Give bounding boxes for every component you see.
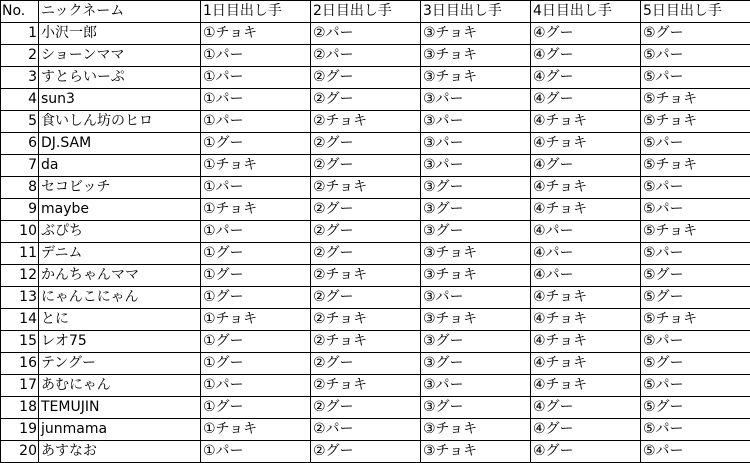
row-number-cell[interactable]: 20 <box>1 441 39 463</box>
nickname-cell[interactable]: にゃんこにゃん <box>39 287 201 309</box>
day-3-hand-cell[interactable]: ③パー <box>421 133 531 155</box>
nickname-cell[interactable]: レオ75 <box>39 331 201 353</box>
day-4-hand-cell[interactable]: ④チョキ <box>531 309 641 331</box>
day-5-hand-cell[interactable]: ⑤チョキ <box>641 309 750 331</box>
nickname-cell[interactable]: セコビッチ <box>39 177 201 199</box>
day-5-hand-cell[interactable]: ⑤パー <box>641 45 750 67</box>
day-4-hand-cell[interactable]: ④チョキ <box>531 287 641 309</box>
table-row <box>1 199 750 221</box>
nickname-cell[interactable]: とに <box>39 309 201 331</box>
row-number-cell[interactable]: 7 <box>1 155 39 177</box>
day-5-hand-cell[interactable]: ⑤グー <box>641 23 750 45</box>
nickname-cell[interactable]: テングー <box>39 353 201 375</box>
day-2-hand-cell[interactable]: ②チョキ <box>311 111 421 133</box>
day-1-hand-cell[interactable]: ①グー <box>201 133 311 155</box>
day-2-hand-cell[interactable]: ②グー <box>311 89 421 111</box>
nickname-cell[interactable]: すとらいーぷ <box>39 67 201 89</box>
header-row <box>1 1 750 23</box>
day-2-hand-cell[interactable]: ②グー <box>311 155 421 177</box>
day-1-hand-cell[interactable]: ①パー <box>201 441 311 463</box>
day-1-hand-cell[interactable]: ①グー <box>201 353 311 375</box>
nickname-cell[interactable]: 小沢一郎 <box>39 23 201 45</box>
row-number-cell[interactable]: 17 <box>1 375 39 397</box>
row-number-cell[interactable]: 2 <box>1 45 39 67</box>
header-day-3[interactable]: 3日目出し手 <box>421 1 531 23</box>
day-3-hand-cell[interactable]: ③パー <box>421 287 531 309</box>
day-2-hand-cell[interactable]: ②チョキ <box>311 309 421 331</box>
day-2-hand-cell[interactable]: ②チョキ <box>311 331 421 353</box>
nickname-cell[interactable]: 食いしん坊のヒロ <box>39 111 201 133</box>
table-row <box>1 177 750 199</box>
row-number-cell[interactable]: 11 <box>1 243 39 265</box>
day-3-hand-cell[interactable]: ③グー <box>421 331 531 353</box>
day-5-hand-cell[interactable]: ⑤グー <box>641 265 750 287</box>
day-5-hand-cell[interactable]: ⑤グー <box>641 353 750 375</box>
day-3-hand-cell[interactable]: ③チョキ <box>421 243 531 265</box>
day-3-hand-cell[interactable]: ③パー <box>421 155 531 177</box>
day-5-hand-cell[interactable]: ⑤チョキ <box>641 111 750 133</box>
nickname-cell[interactable]: ショーンママ <box>39 45 201 67</box>
day-1-hand-cell[interactable]: ①チョキ <box>201 419 311 441</box>
row-number-cell[interactable]: 4 <box>1 89 39 111</box>
day-1-hand-cell[interactable]: ①パー <box>201 221 311 243</box>
nickname-cell[interactable]: sun3 <box>39 89 201 111</box>
day-1-hand-cell[interactable]: ①チョキ <box>201 199 311 221</box>
day-2-hand-cell[interactable]: ②パー <box>311 419 421 441</box>
day-3-hand-cell[interactable]: ③グー <box>421 177 531 199</box>
day-4-hand-cell[interactable]: ④グー <box>531 89 641 111</box>
day-3-hand-cell[interactable]: ③パー <box>421 89 531 111</box>
day-3-hand-cell[interactable]: ③チョキ <box>421 67 531 89</box>
row-number-cell[interactable]: 6 <box>1 133 39 155</box>
day-3-hand-cell[interactable]: ③パー <box>421 375 531 397</box>
header-nickname[interactable]: ニックネーム <box>39 1 201 23</box>
table-row <box>1 67 750 89</box>
day-1-hand-cell[interactable]: ①グー <box>201 287 311 309</box>
day-3-hand-cell[interactable]: ③グー <box>421 353 531 375</box>
day-5-hand-cell[interactable]: ⑤グー <box>641 287 750 309</box>
day-4-hand-cell[interactable]: ④グー <box>531 67 641 89</box>
day-3-hand-cell[interactable]: ③チョキ <box>421 441 531 463</box>
row-number-cell[interactable]: 18 <box>1 397 39 419</box>
day-1-hand-cell[interactable]: ①グー <box>201 331 311 353</box>
day-1-hand-cell[interactable]: ①パー <box>201 89 311 111</box>
row-number-cell[interactable]: 19 <box>1 419 39 441</box>
day-4-hand-cell[interactable]: ④グー <box>531 419 641 441</box>
day-4-hand-cell[interactable]: ④チョキ <box>531 353 641 375</box>
day-4-hand-cell[interactable]: ④グー <box>531 397 641 419</box>
day-2-hand-cell[interactable]: ②パー <box>311 45 421 67</box>
nickname-cell[interactable]: あすなお <box>39 441 201 463</box>
day-5-hand-cell[interactable]: ⑤パー <box>641 133 750 155</box>
day-5-hand-cell[interactable]: ⑤グー <box>641 397 750 419</box>
table-row <box>1 287 750 309</box>
day-5-hand-cell[interactable]: ⑤パー <box>641 331 750 353</box>
day-5-hand-cell[interactable]: ⑤パー <box>641 441 750 463</box>
day-2-hand-cell[interactable]: ②グー <box>311 441 421 463</box>
header-day-2[interactable]: 2日目出し手 <box>311 1 421 23</box>
day-4-hand-cell[interactable]: ④チョキ <box>531 331 641 353</box>
day-5-hand-cell[interactable]: ⑤チョキ <box>641 89 750 111</box>
day-1-hand-cell[interactable]: ①チョキ <box>201 309 311 331</box>
day-4-hand-cell[interactable]: ④チョキ <box>531 375 641 397</box>
table-row <box>1 397 750 419</box>
table-row <box>1 375 750 397</box>
table-row <box>1 331 750 353</box>
table-row <box>1 111 750 133</box>
day-2-hand-cell[interactable]: ②グー <box>311 67 421 89</box>
day-4-hand-cell[interactable]: ④チョキ <box>531 199 641 221</box>
day-1-hand-cell[interactable]: ①グー <box>201 397 311 419</box>
table-row <box>1 23 750 45</box>
day-5-hand-cell[interactable]: ⑤パー <box>641 419 750 441</box>
day-2-hand-cell[interactable]: ②チョキ <box>311 265 421 287</box>
day-2-hand-cell[interactable]: ②グー <box>311 397 421 419</box>
day-3-hand-cell[interactable]: ③チョキ <box>421 419 531 441</box>
day-4-hand-cell[interactable]: ④グー <box>531 441 641 463</box>
row-number-cell[interactable]: 1 <box>1 23 39 45</box>
day-1-hand-cell[interactable]: ①パー <box>201 177 311 199</box>
table-row <box>1 221 750 243</box>
day-2-hand-cell[interactable]: ②グー <box>311 221 421 243</box>
table-row <box>1 309 750 331</box>
day-2-hand-cell[interactable]: ②チョキ <box>311 375 421 397</box>
day-3-hand-cell[interactable]: ③チョキ <box>421 265 531 287</box>
table-body <box>1 23 750 463</box>
row-number-cell[interactable]: 15 <box>1 331 39 353</box>
day-2-hand-cell[interactable]: ②グー <box>311 243 421 265</box>
day-2-hand-cell[interactable]: ②パー <box>311 23 421 45</box>
row-number-cell[interactable]: 10 <box>1 221 39 243</box>
day-4-hand-cell[interactable]: ④グー <box>531 155 641 177</box>
table-row <box>1 89 750 111</box>
nickname-cell[interactable]: maybe <box>39 199 201 221</box>
day-3-hand-cell[interactable]: ③チョキ <box>421 23 531 45</box>
day-4-hand-cell[interactable]: ④チョキ <box>531 111 641 133</box>
day-5-hand-cell[interactable]: ⑤パー <box>641 199 750 221</box>
nickname-cell[interactable]: かんちゃんママ <box>39 265 201 287</box>
table-row <box>1 45 750 67</box>
day-1-hand-cell[interactable]: ①グー <box>201 243 311 265</box>
day-4-hand-cell[interactable]: ④グー <box>531 45 641 67</box>
day-2-hand-cell[interactable]: ②グー <box>311 199 421 221</box>
day-3-hand-cell[interactable]: ③パー <box>421 111 531 133</box>
nickname-cell[interactable]: TEMUJIN <box>39 397 201 419</box>
row-number-cell[interactable]: 9 <box>1 199 39 221</box>
header-day-1[interactable]: 1日目出し手 <box>201 1 311 23</box>
day-2-hand-cell[interactable]: ②チョキ <box>311 177 421 199</box>
header-day-5[interactable]: 5日目出し手 <box>641 1 750 23</box>
header-day-4[interactable]: 4日目出し手 <box>531 1 641 23</box>
table-row <box>1 419 750 441</box>
nickname-cell[interactable]: da <box>39 155 201 177</box>
day-3-hand-cell[interactable]: ③グー <box>421 221 531 243</box>
table-row <box>1 155 750 177</box>
day-2-hand-cell[interactable]: ②グー <box>311 133 421 155</box>
nickname-cell[interactable]: あむにゃん <box>39 375 201 397</box>
table-row <box>1 133 750 155</box>
day-3-hand-cell[interactable]: ③チョキ <box>421 45 531 67</box>
row-number-cell[interactable]: 13 <box>1 287 39 309</box>
day-5-hand-cell[interactable]: ⑤チョキ <box>641 221 750 243</box>
day-1-hand-cell[interactable]: ①グー <box>201 265 311 287</box>
nickname-cell[interactable]: junmama <box>39 419 201 441</box>
day-4-hand-cell[interactable]: ④パー <box>531 265 641 287</box>
day-5-hand-cell[interactable]: ⑤パー <box>641 375 750 397</box>
day-1-hand-cell[interactable]: ①パー <box>201 45 311 67</box>
day-5-hand-cell[interactable]: ⑤チョキ <box>641 155 750 177</box>
nickname-cell[interactable]: デニム <box>39 243 201 265</box>
day-1-hand-cell[interactable]: ①チョキ <box>201 23 311 45</box>
day-3-hand-cell[interactable]: ③グー <box>421 397 531 419</box>
row-number-cell[interactable]: 14 <box>1 309 39 331</box>
day-4-hand-cell[interactable]: ④パー <box>531 243 641 265</box>
row-number-cell[interactable]: 8 <box>1 177 39 199</box>
table-row <box>1 353 750 375</box>
day-5-hand-cell[interactable]: ⑤パー <box>641 177 750 199</box>
row-number-cell[interactable]: 16 <box>1 353 39 375</box>
day-4-hand-cell[interactable]: ④グー <box>531 23 641 45</box>
day-5-hand-cell[interactable]: ⑤パー <box>641 67 750 89</box>
day-3-hand-cell[interactable]: ③グー <box>421 199 531 221</box>
table-row <box>1 243 750 265</box>
day-1-hand-cell[interactable]: ①パー <box>201 111 311 133</box>
table-row <box>1 441 750 463</box>
day-2-hand-cell[interactable]: ②グー <box>311 353 421 375</box>
day-4-hand-cell[interactable]: ④チョキ <box>531 133 641 155</box>
day-1-hand-cell[interactable]: ①パー <box>201 67 311 89</box>
day-4-hand-cell[interactable]: ④チョキ <box>531 177 641 199</box>
row-number-cell[interactable]: 3 <box>1 67 39 89</box>
day-1-hand-cell[interactable]: ①パー <box>201 375 311 397</box>
day-5-hand-cell[interactable]: ⑤パー <box>641 243 750 265</box>
nickname-cell[interactable]: ぶぴち <box>39 221 201 243</box>
day-4-hand-cell[interactable]: ④パー <box>531 221 641 243</box>
row-number-cell[interactable]: 5 <box>1 111 39 133</box>
nickname-cell[interactable]: DJ.SAM <box>39 133 201 155</box>
day-3-hand-cell[interactable]: ③チョキ <box>421 309 531 331</box>
row-number-cell[interactable]: 12 <box>1 265 39 287</box>
day-2-hand-cell[interactable]: ②グー <box>311 287 421 309</box>
table-row <box>1 265 750 287</box>
day-1-hand-cell[interactable]: ①チョキ <box>201 155 311 177</box>
header-no[interactable]: No. <box>1 1 39 23</box>
